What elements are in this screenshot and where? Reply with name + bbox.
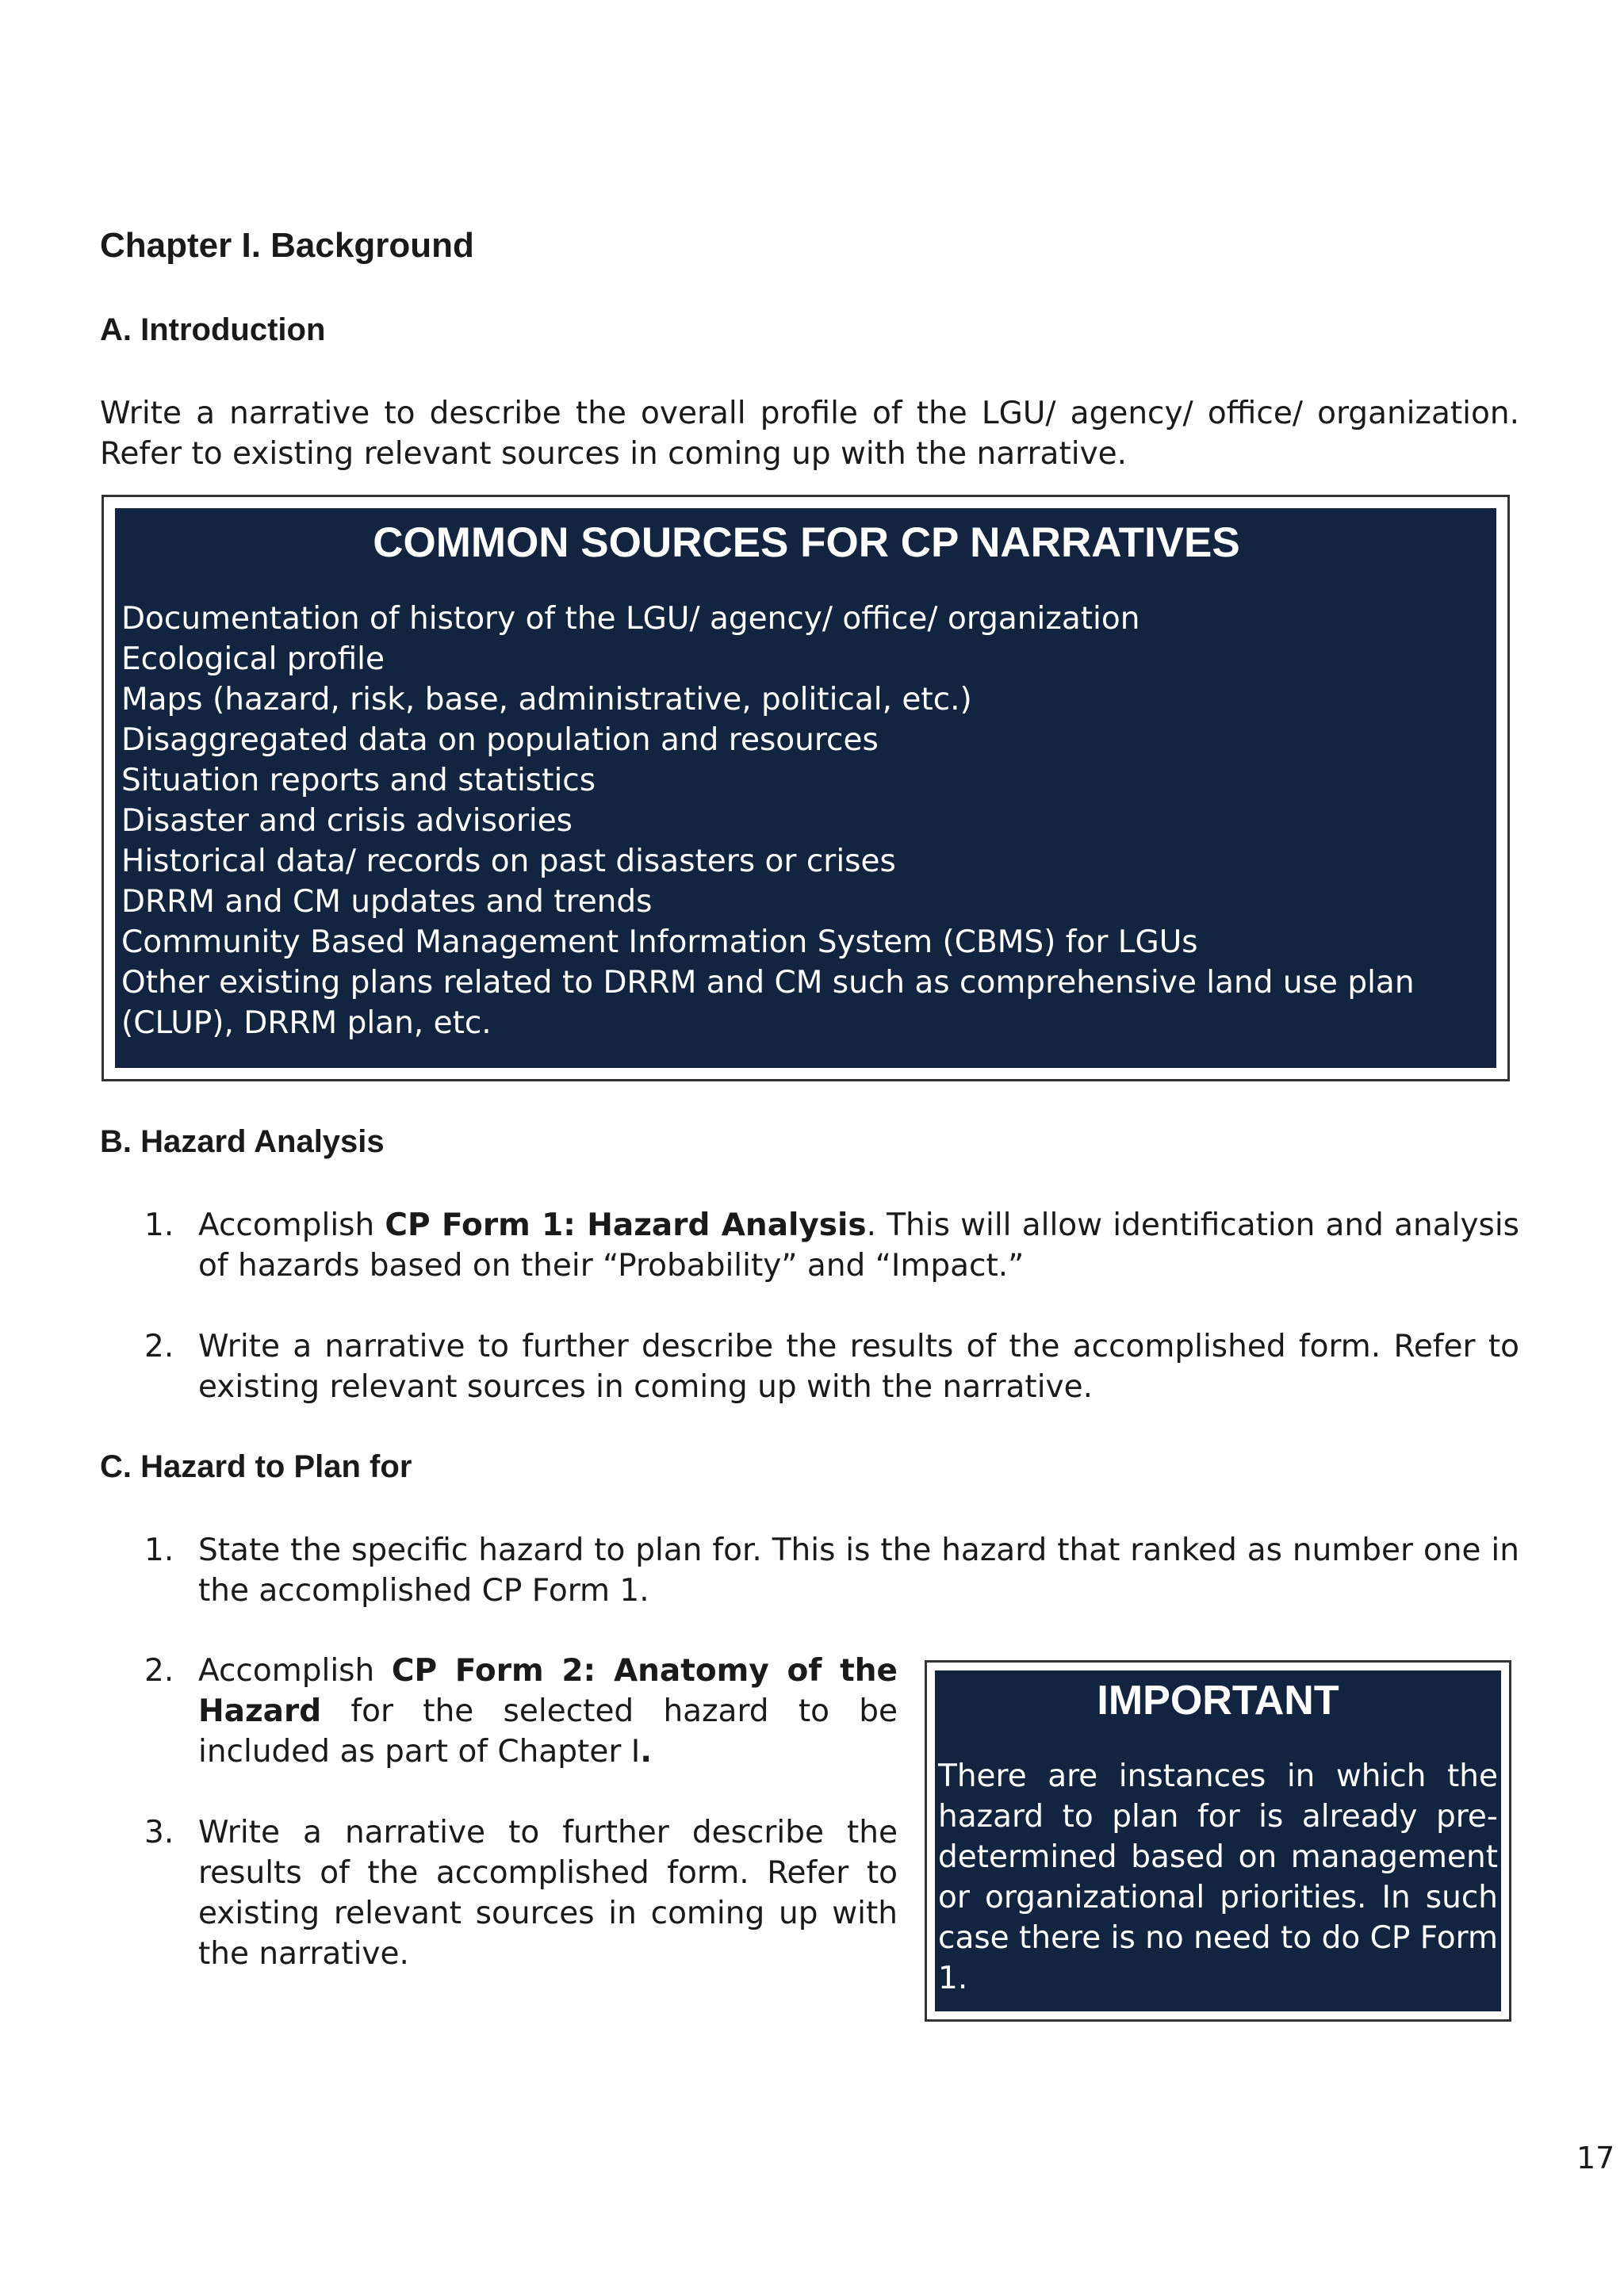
source-item: Maps (hazard, risk, base, administrative, political, etc.) [121, 682, 972, 718]
source-item: Situation reports and statistics [121, 763, 596, 798]
source-item: Ecological profile [121, 641, 385, 677]
source-item: Community Based Management Information System (CBMS) for LGUs [121, 924, 1198, 960]
list-item: 2. Accomplish CP Form 2: Anatomy of the Hazard for the selected hazard to be included as part of Chapter I. [144, 1651, 898, 1772]
important-callout [925, 1660, 1511, 2022]
source-item: Documentation of history of the LGU/ agency/ office/ organization [121, 601, 1140, 637]
list-item: 3. Write a narrative to further describe the results of the accomplished form. Refer to existing relevant sources in coming up with the narrative. [144, 1812, 898, 1974]
important-title: IMPORTANT [1097, 1678, 1339, 1724]
common-sources-panel [115, 508, 1496, 1068]
common-sources-callout [102, 495, 1510, 1081]
source-item: Historical data/ records on past disasters or crises [121, 844, 896, 879]
section-b-heading: B. Hazard Analysis [100, 1124, 385, 1159]
list-item-number: 3. [144, 1815, 174, 1850]
source-item: DRRM and CM updates and trends [121, 884, 653, 920]
section-c-list-2 [144, 1651, 898, 1974]
common-sources-list [121, 599, 1492, 1043]
page-number: 17 [1576, 2141, 1615, 2175]
list-item-number: 1. [144, 1207, 174, 1243]
form-reference: CP Form 1: Hazard Analysis [385, 1207, 867, 1243]
section-c-heading: C. Hazard to Plan for [100, 1449, 412, 1484]
section-b-list [144, 1205, 1519, 1407]
list-item-number: 2. [144, 1329, 174, 1364]
form-reference: CP Form 2: Anatomy of the Hazard [198, 1653, 898, 1729]
source-item: Disaster and crisis advisories [121, 803, 573, 839]
section-a-paragraph: Write a narrative to describe the overall profile of the LGU/ agency/ office/ organization. Refer to existing relevant sources in coming up with the narrative. [100, 396, 1519, 472]
common-sources-title: COMMON SOURCES FOR CP NARRATIVES [373, 519, 1240, 566]
important-panel [935, 1670, 1501, 2011]
section-c-list-1 [144, 1530, 1519, 1611]
section-a-heading: A. Introduction [100, 312, 326, 347]
list-item: 1. State the specific hazard to plan for. This is the hazard that ranked as number one in the accomplished CP Form 1. [144, 1530, 1519, 1611]
source-item: Disaggregated data on population and resources [121, 722, 879, 758]
list-item-number: 1. [144, 1533, 174, 1568]
list-item: 1. Accomplish CP Form 1: Hazard Analysis. This will allow identification and analysis of hazards based on their “Probability” and “Impact.” [144, 1205, 1519, 1286]
important-text: There are instances in which the hazard to plan for is already pre-determined based on management or organizational priorities. In such case there is no need to do CP Form 1. [938, 1758, 1498, 1996]
chapter-title: Chapter I. Background [100, 226, 474, 265]
list-item-number: 2. [144, 1653, 174, 1689]
source-item: Other existing plans related to DRRM and CM such as comprehensive land use plan (CLUP), DRRM plan, etc. [121, 965, 1415, 1041]
list-item: 2. Write a narrative to further describe the results of the accomplished form. Refer to existing relevant sources in coming up with the narrative. [144, 1326, 1519, 1407]
